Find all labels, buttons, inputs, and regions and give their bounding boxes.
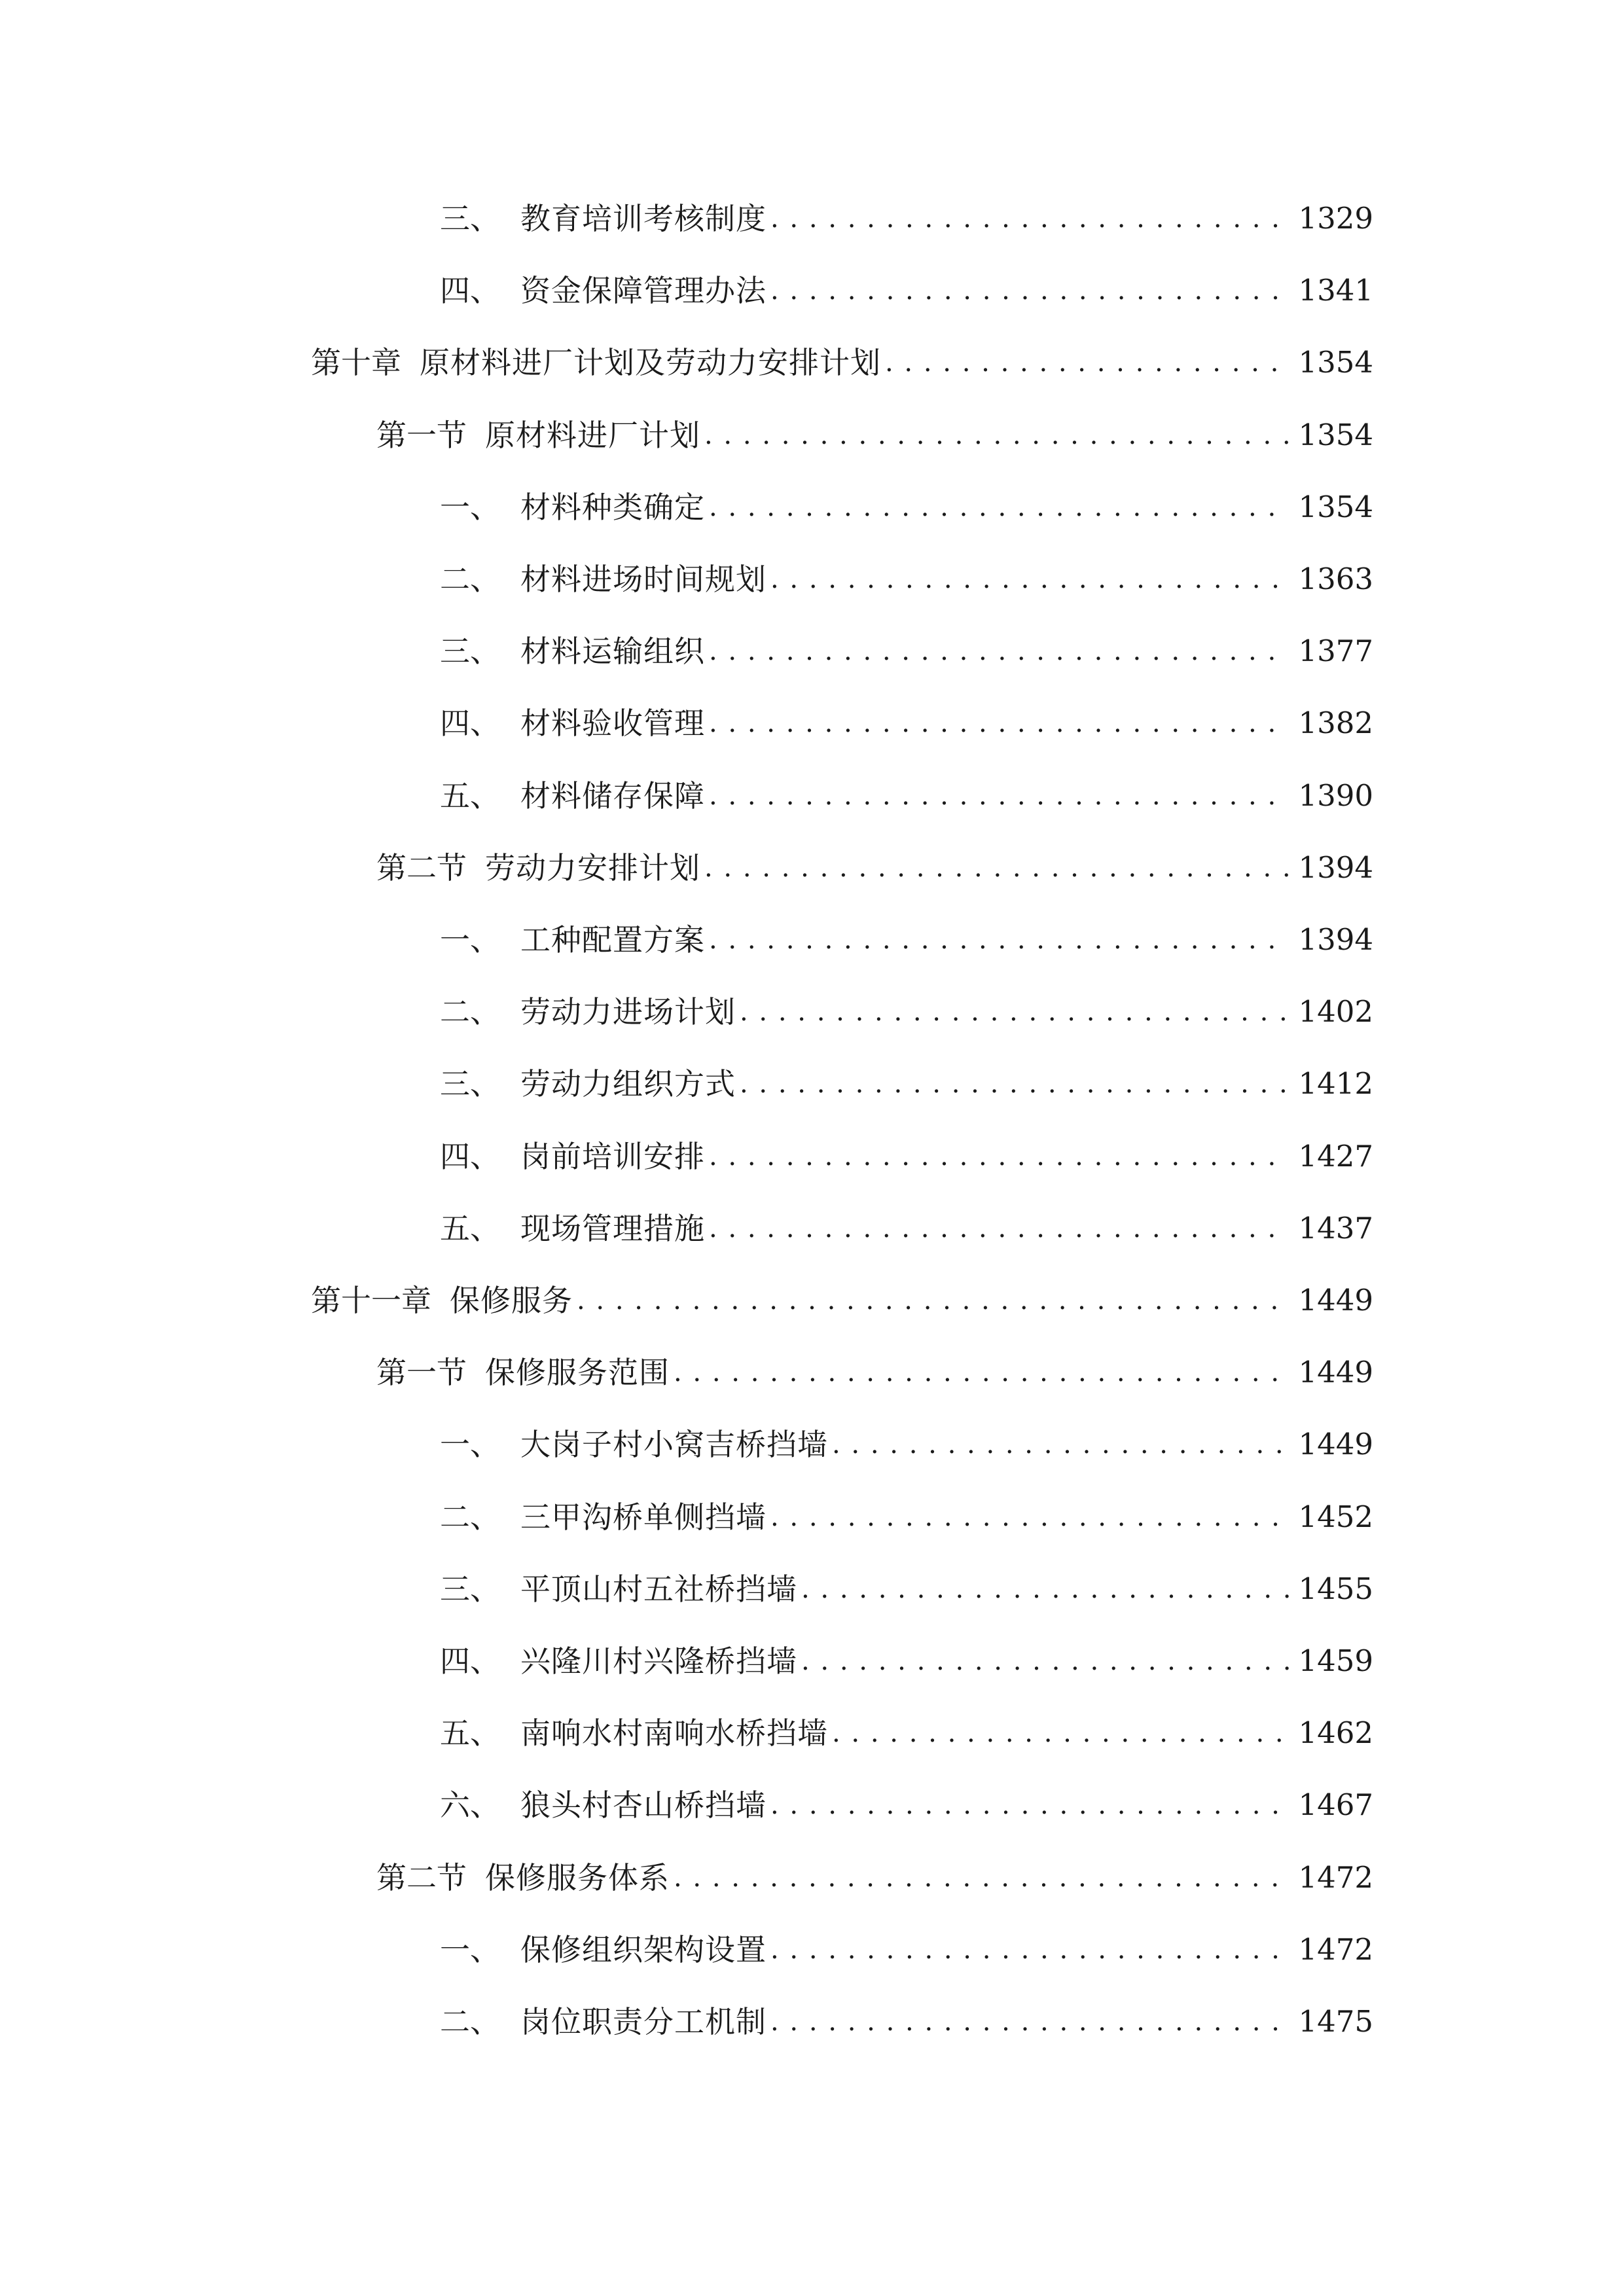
toc-entry-title: 平顶山村五社桥挡墙 — [520, 1571, 797, 1607]
toc-entry[interactable] — [376, 842, 1373, 894]
toc-entry-page-number: 1354 — [1298, 345, 1373, 380]
toc-entry-title: 保修服务范围 — [485, 1355, 670, 1390]
toc-dot-leader — [832, 1707, 1289, 1759]
toc-entry-number: 一、 — [440, 1932, 500, 1967]
toc-dot-leader — [770, 1779, 1289, 1831]
toc-entry[interactable] — [376, 1346, 1373, 1399]
toc-entry[interactable] — [440, 1707, 1373, 1759]
toc-entry[interactable] — [440, 1418, 1373, 1471]
toc-entry[interactable] — [440, 1563, 1373, 1615]
toc-dot-leader — [770, 1996, 1289, 2048]
toc-dot-leader — [801, 1635, 1289, 1687]
toc-entry-number: 第二节 — [376, 1860, 467, 1895]
toc-entry-number: 五、 — [440, 1715, 500, 1751]
toc-entry[interactable] — [440, 1491, 1373, 1543]
toc-entry[interactable] — [440, 1924, 1373, 1976]
toc-entry[interactable] — [440, 697, 1373, 749]
toc-entry-number: 四、 — [440, 706, 500, 741]
toc-entry-title: 劳动力组织方式 — [520, 1066, 736, 1102]
toc-dot-leader — [885, 336, 1289, 389]
toc-entry-number: 一、 — [440, 922, 500, 958]
toc-entry-title: 保修服务 — [450, 1283, 573, 1318]
toc-entry[interactable] — [440, 1058, 1373, 1110]
toc-entry-number: 四、 — [440, 273, 500, 308]
toc-entry-number: 三、 — [440, 1571, 500, 1607]
toc-entry-number: 二、 — [440, 994, 500, 1030]
toc-dot-leader — [709, 481, 1289, 533]
toc-entry[interactable] — [440, 553, 1373, 605]
toc-dot-leader — [770, 553, 1289, 605]
toc-entry-number: 三、 — [440, 1066, 500, 1102]
toc-entry-number: 三、 — [440, 634, 500, 669]
toc-entry[interactable] — [440, 625, 1373, 677]
toc-dot-leader — [709, 770, 1289, 822]
toc-entry-page-number: 1472 — [1298, 1860, 1373, 1895]
toc-entry-page-number: 1402 — [1298, 994, 1373, 1029]
toc-dot-leader — [740, 986, 1289, 1038]
toc-entry-page-number: 1394 — [1298, 850, 1373, 885]
toc-entry-page-number: 1363 — [1298, 562, 1373, 596]
toc-entry-number: 三、 — [440, 201, 500, 236]
toc-dot-leader — [832, 1418, 1289, 1471]
toc-dot-leader — [709, 1130, 1289, 1183]
toc-entry-page-number: 1452 — [1298, 1499, 1373, 1534]
toc-entry-page-number: 1437 — [1298, 1211, 1373, 1246]
toc-entry-page-number: 1472 — [1298, 1932, 1373, 1967]
toc-entry[interactable] — [440, 1130, 1373, 1183]
toc-entry-title: 材料运输组织 — [520, 634, 705, 669]
toc-entry-number: 五、 — [440, 778, 500, 814]
toc-entry-number: 六、 — [440, 1787, 500, 1823]
toc-entry-number: 五、 — [440, 1211, 500, 1246]
toc-entry-page-number: 1462 — [1298, 1715, 1373, 1750]
toc-entry-page-number: 1449 — [1298, 1355, 1373, 1390]
toc-entry-page-number: 1427 — [1298, 1139, 1373, 1174]
toc-entry-number: 二、 — [440, 1499, 500, 1535]
toc-entry-number: 二、 — [440, 2004, 500, 2039]
toc-entry-page-number: 1390 — [1298, 778, 1373, 813]
toc-entry-title: 原材料进厂计划及劳动力安排计划 — [420, 345, 881, 380]
toc-entry-title: 保修组织架构设置 — [520, 1932, 767, 1967]
toc-entry-title: 工种配置方案 — [520, 922, 705, 958]
toc-dot-leader — [577, 1274, 1289, 1327]
toc-entry-page-number: 1412 — [1298, 1066, 1373, 1101]
toc-dot-leader — [674, 1346, 1289, 1399]
toc-dot-leader — [709, 625, 1289, 677]
toc-entry[interactable] — [440, 914, 1373, 966]
toc-entry[interactable] — [440, 481, 1373, 533]
toc-entry-page-number: 1449 — [1298, 1283, 1373, 1318]
toc-entry-number: 一、 — [440, 1427, 500, 1462]
toc-entry-title: 三甲沟桥单侧挡墙 — [520, 1499, 767, 1535]
toc-entry-page-number: 1329 — [1298, 201, 1373, 236]
toc-dot-leader — [770, 1924, 1289, 1976]
toc-entry[interactable] — [311, 336, 1373, 389]
toc-entry[interactable] — [440, 1996, 1373, 2048]
toc-entry-title: 材料种类确定 — [520, 490, 705, 525]
toc-entry-number: 二、 — [440, 562, 500, 597]
toc-entry-page-number: 1354 — [1298, 418, 1373, 452]
toc-entry-title: 材料验收管理 — [520, 706, 705, 741]
toc-entry-title: 原材料进厂计划 — [485, 418, 700, 453]
toc-entry-title: 劳动力安排计划 — [485, 850, 700, 886]
toc-entry-number: 一、 — [440, 490, 500, 525]
toc-entry[interactable] — [440, 192, 1373, 245]
toc-dot-leader — [674, 1852, 1289, 1904]
toc-entry-number: 四、 — [440, 1643, 500, 1679]
toc-entry[interactable] — [440, 264, 1373, 317]
toc-entry-page-number: 1467 — [1298, 1787, 1373, 1822]
toc-entry-title: 南响水村南响水桥挡墙 — [520, 1715, 828, 1751]
toc-entry-number: 第一节 — [376, 418, 467, 453]
toc-entry-number: 第二节 — [376, 850, 467, 886]
toc-dot-leader — [770, 1491, 1289, 1543]
toc-entry-page-number: 1455 — [1298, 1571, 1373, 1606]
toc-entry-number: 第十章 — [311, 345, 401, 380]
toc-entry[interactable] — [440, 986, 1373, 1038]
toc-entry-title: 现场管理措施 — [520, 1211, 705, 1246]
toc-entry-number: 第十一章 — [311, 1283, 431, 1318]
toc-entry-title: 劳动力进场计划 — [520, 994, 736, 1030]
toc-entry-page-number: 1382 — [1298, 706, 1373, 740]
toc-entry[interactable] — [440, 1779, 1373, 1831]
toc-entry-title: 材料进场时间规划 — [520, 562, 767, 597]
toc-entry-page-number: 1459 — [1298, 1643, 1373, 1678]
toc-entry-page-number: 1341 — [1298, 273, 1373, 308]
toc-entry-page-number: 1377 — [1298, 634, 1373, 668]
toc-entry[interactable] — [376, 1852, 1373, 1904]
toc-dot-leader — [740, 1058, 1289, 1110]
toc-entry-page-number: 1449 — [1298, 1427, 1373, 1462]
toc-entry-title: 保修服务体系 — [485, 1860, 670, 1895]
toc-entry[interactable] — [311, 1274, 1373, 1327]
toc-entry-number: 四、 — [440, 1139, 500, 1174]
toc-entry-title: 资金保障管理办法 — [520, 273, 767, 308]
toc-dot-leader — [704, 409, 1289, 461]
toc-entry-number: 第一节 — [376, 1355, 467, 1390]
toc-entry-title: 材料储存保障 — [520, 778, 705, 814]
toc-entry[interactable] — [440, 1635, 1373, 1687]
toc-dot-leader — [704, 842, 1289, 894]
toc-dot-leader — [770, 192, 1289, 245]
toc-entry-page-number: 1394 — [1298, 922, 1373, 957]
toc-entry[interactable] — [440, 770, 1373, 822]
toc-dot-leader — [770, 264, 1289, 317]
toc-dot-leader — [709, 914, 1289, 966]
toc-entry-title: 兴隆川村兴隆桥挡墙 — [520, 1643, 797, 1679]
toc-entry-page-number: 1475 — [1298, 2004, 1373, 2039]
toc-entry-page-number: 1354 — [1298, 490, 1373, 524]
toc-entry-title: 狼头村杏山桥挡墙 — [520, 1787, 767, 1823]
toc-dot-leader — [709, 697, 1289, 749]
toc-dot-leader — [801, 1563, 1289, 1615]
toc-entry-title: 岗前培训安排 — [520, 1139, 705, 1174]
toc-entry-title: 大岗子村小窝吉桥挡墙 — [520, 1427, 828, 1462]
toc-entry[interactable] — [440, 1202, 1373, 1255]
toc-dot-leader — [709, 1202, 1289, 1255]
toc-entry-title: 岗位职责分工机制 — [520, 2004, 767, 2039]
toc-entry-title: 教育培训考核制度 — [520, 201, 767, 236]
toc-entry[interactable] — [376, 409, 1373, 461]
